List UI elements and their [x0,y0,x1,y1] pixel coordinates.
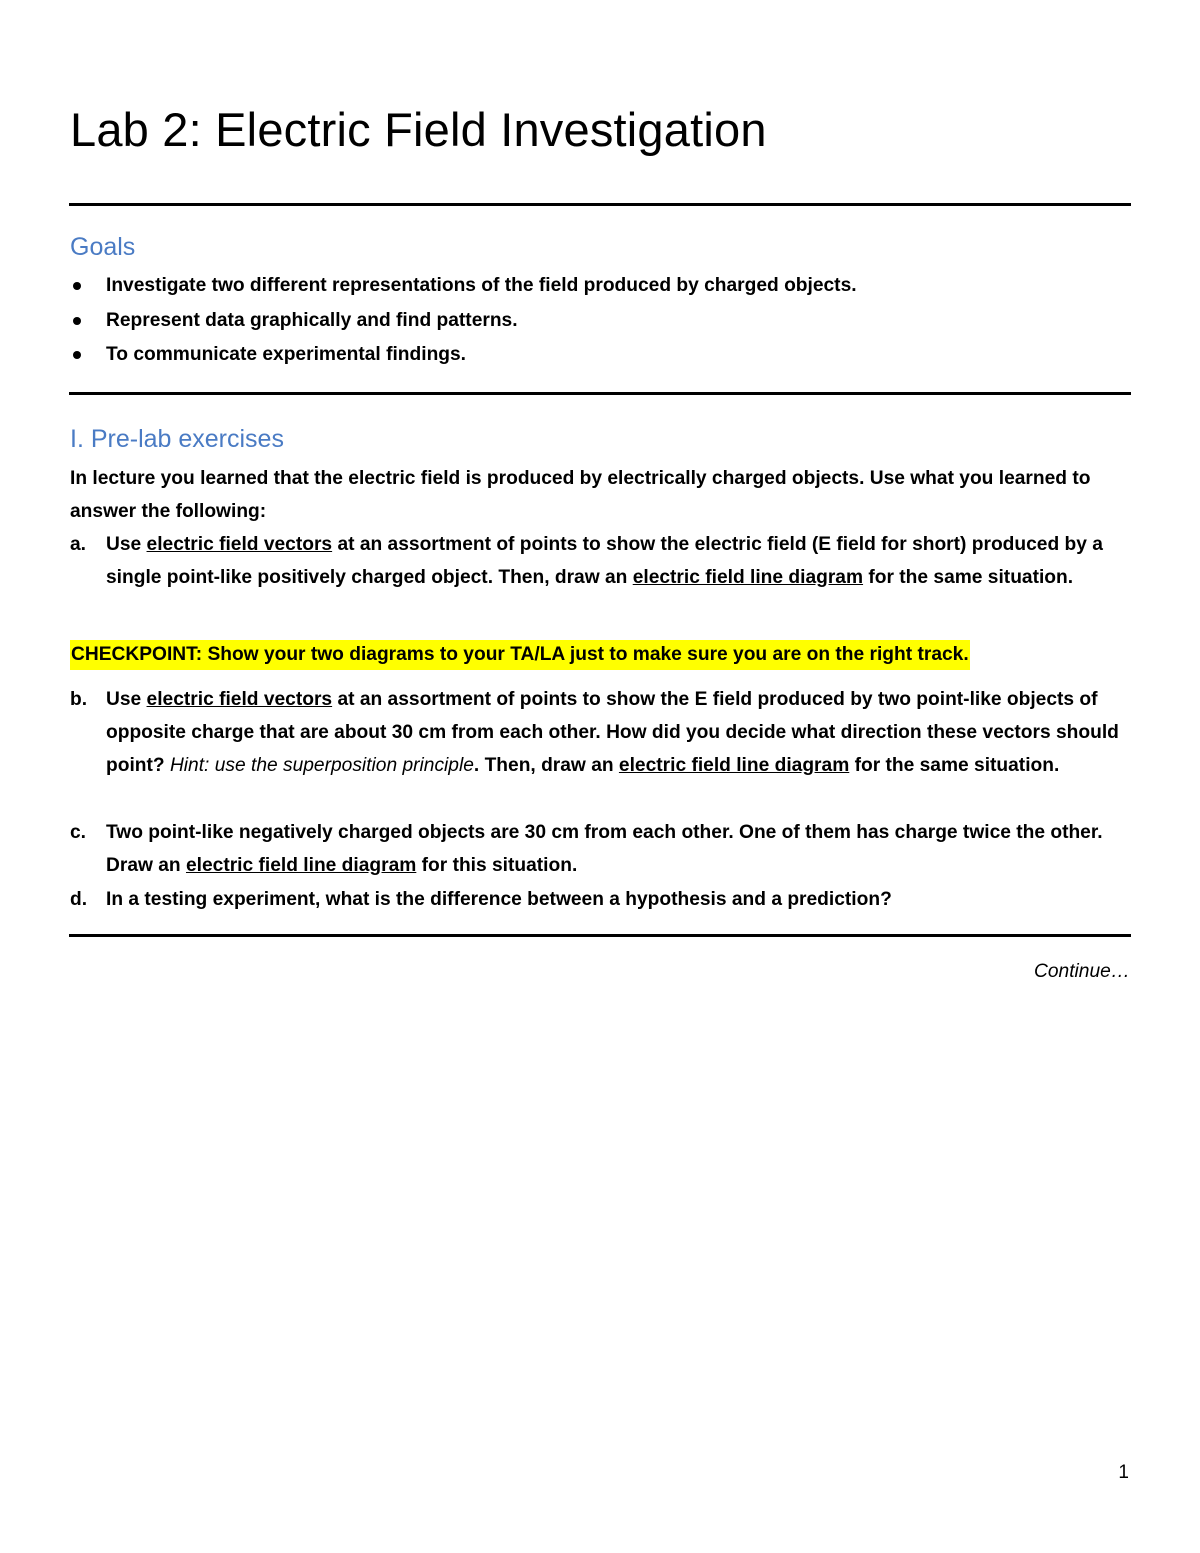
goal-text: Represent data graphically and find patterns. [106,309,518,331]
exercise-text [106,528,1135,594]
bullet-icon [73,317,81,325]
text-run: . Then, draw an [473,755,619,776]
exercise-text [106,683,1135,782]
exercise-marker: a. [70,534,87,555]
bullet-icon [73,282,81,290]
term-electric-field-line-diagram: electric field line diagram [618,755,850,776]
horizontal-rule [69,203,1131,206]
checkpoint-highlight: CHECKPOINT: Show your two diagrams to your TA/LA just to make sure you are on the right track. [70,640,970,670]
goals-heading: Goals [70,233,136,261]
goals-list [70,272,857,376]
text-run: Two point-like negatively charged objects are 30 cm from each other. One of them has charge twice the other. Draw an [106,822,1103,876]
exercise-text [106,816,1135,882]
exercise-d [70,883,1135,916]
bullet-icon [73,351,81,359]
exercise-marker: c. [70,822,87,843]
text-run: Use [106,534,147,555]
horizontal-rule [69,934,1131,937]
text-run: Use [106,689,147,710]
exercise-marker: d. [70,889,88,910]
text-run: for the same situation. [849,755,1060,776]
exercise-a [70,528,1135,594]
term-electric-field-vectors: electric field vectors [146,689,333,710]
text-run: for the same situation. [863,567,1074,588]
horizontal-rule [69,392,1131,395]
continue-note: Continue… [1034,961,1130,982]
goal-text: Investigate two different representations of the field produced by charged objects. [106,275,857,296]
text-run: at an assortment of points to show the E field produced by two point-like objects of opposite charge that are about 30 cm from each other. How did you decide what direction these vectors should point? [106,689,1119,776]
exercise-b [70,683,1135,782]
text-run: at an assortment of points to show the electric field (E field for short) produced by a single point-like positively charged object. Then, draw an [106,534,1103,588]
document-title: Lab 2: Electric Field Investigation [70,103,767,156]
exercise-c [70,816,1135,882]
term-electric-field-line-diagram: electric field line diagram [632,567,864,588]
exercise-text: In a testing experiment, what is the difference between a hypothesis and a prediction? [106,889,892,910]
goals-list-item [70,341,857,376]
exercise-marker: b. [70,689,88,710]
prelab-intro: In lecture you learned that the electric field is produced by electrically charged objects. Use what you learned to answer the following: [70,468,1091,522]
term-electric-field-line-diagram: electric field line diagram [185,855,417,876]
goals-list-item [70,307,857,342]
page-number: 1 [1118,1462,1129,1483]
term-electric-field-vectors: electric field vectors [146,534,333,555]
goals-list-item [70,272,857,307]
prelab-heading: I. Pre-lab exercises [70,425,284,453]
hint-text: Hint: use the superposition principle [169,755,474,776]
goal-text: To communicate experimental findings. [106,344,467,365]
text-run: for this situation. [416,855,578,876]
